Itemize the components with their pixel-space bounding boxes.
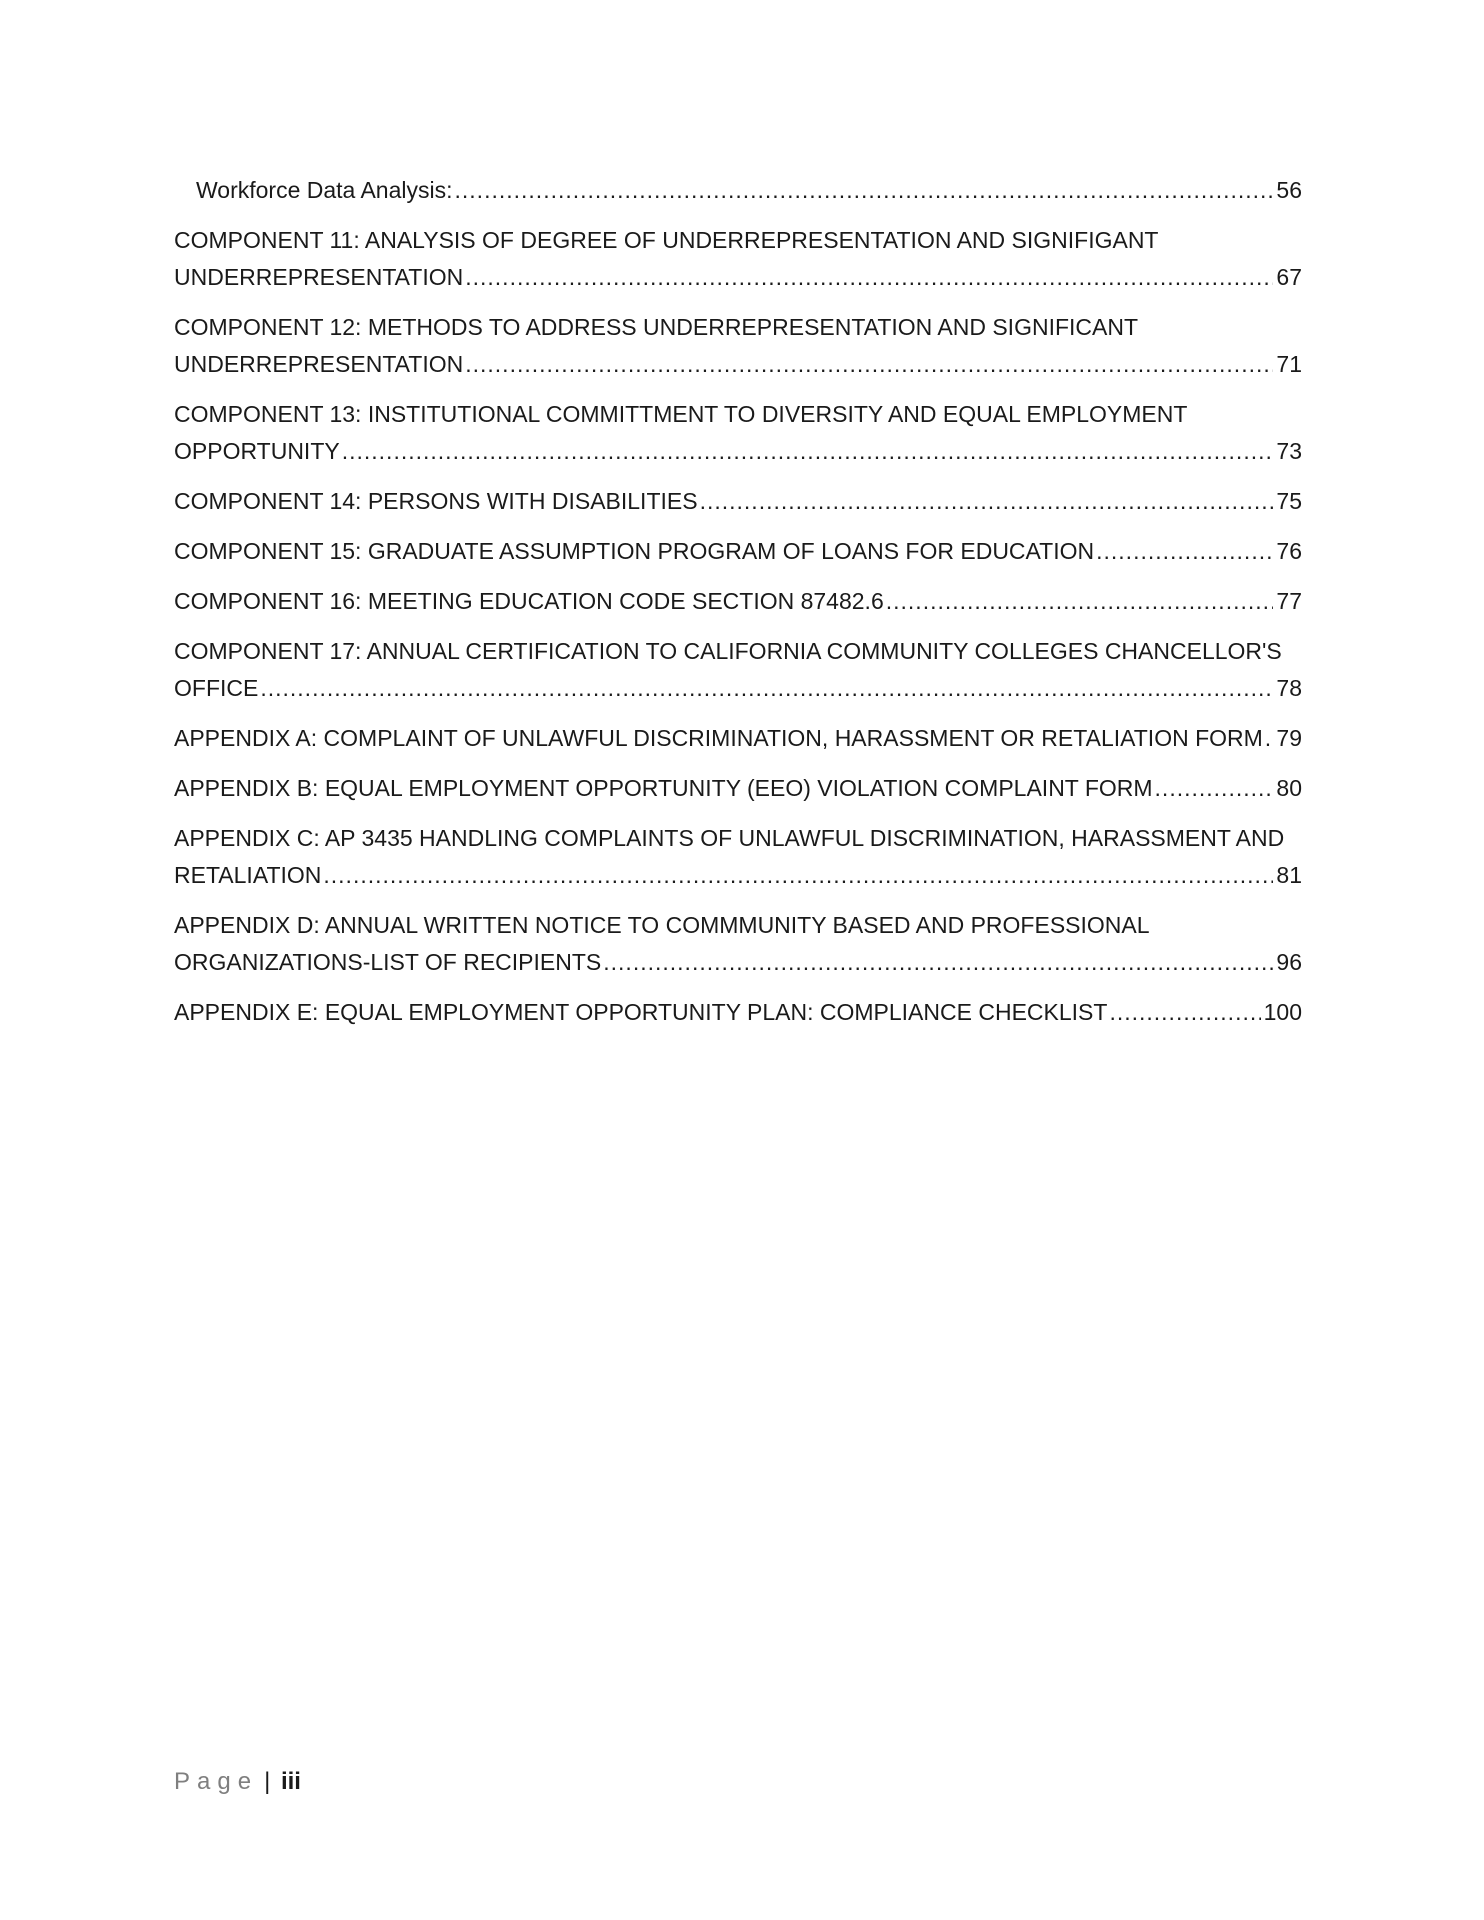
footer-separator: | [264, 1768, 271, 1795]
toc-dot-leader [323, 857, 1273, 894]
toc-entry-title: COMPONENT 17: ANNUAL CERTIFICATION TO CALIFORNIA COMMUNITY COLLEGES CHANCELLOR'S [174, 638, 1282, 664]
toc-page-number: 78 [1276, 675, 1302, 701]
toc-entry-title: COMPONENT 11: ANALYSIS OF DEGREE OF UNDERREPRESENTATION AND SIGNIFIGANT [174, 227, 1159, 253]
toc-page-number: 79 [1276, 725, 1302, 751]
toc-entry-title: APPENDIX A: COMPLAINT OF UNLAWFUL DISCRIMINATION, HARASSMENT OR RETALIATION FORM [174, 725, 1263, 751]
toc-dot-leader [1096, 533, 1273, 570]
toc-entry-line [174, 583, 1302, 620]
toc-entry[interactable] [174, 583, 1302, 620]
toc-entry[interactable] [174, 172, 1302, 209]
toc-entry-title-cont: OPPORTUNITY [174, 438, 340, 464]
toc-page-number: 77 [1276, 588, 1302, 614]
toc-dot-leader [603, 944, 1273, 981]
toc-dot-leader [342, 433, 1274, 470]
toc-entry-title-cont: RETALIATION [174, 862, 322, 888]
toc-entry-line [174, 857, 1302, 894]
toc-entry-title: COMPONENT 14: PERSONS WITH DISABILITIES [174, 488, 698, 514]
toc-page-number: 75 [1276, 488, 1302, 514]
toc-entry[interactable] [174, 770, 1302, 807]
toc-entry-line [174, 483, 1302, 520]
toc-dot-leader [1265, 720, 1274, 757]
toc-entry[interactable] [174, 396, 1302, 470]
toc-dot-leader [1109, 994, 1260, 1031]
toc-page-number: 73 [1276, 438, 1302, 464]
toc-entry[interactable] [174, 483, 1302, 520]
toc-entry-title: COMPONENT 15: GRADUATE ASSUMPTION PROGRAM OF LOANS FOR EDUCATION [174, 538, 1095, 564]
toc-page-number: 100 [1263, 999, 1302, 1025]
toc-dot-leader [465, 259, 1273, 296]
toc-dot-leader [700, 483, 1274, 520]
toc-entry-title: Workforce Data Analysis: [196, 177, 453, 203]
toc-dot-leader [1155, 770, 1274, 807]
toc-dot-leader [465, 346, 1273, 383]
toc-entry-title: APPENDIX D: ANNUAL WRITTEN NOTICE TO COMMMUNITY BASED AND PROFESSIONAL [174, 912, 1150, 938]
toc-entry-line [174, 259, 1302, 296]
toc-entry-title: COMPONENT 16: MEETING EDUCATION CODE SECTION 87482.6 [174, 588, 884, 614]
toc-entry[interactable] [174, 720, 1302, 757]
toc-entry-title: COMPONENT 13: INSTITUTIONAL COMMITTMENT TO DIVERSITY AND EQUAL EMPLOYMENT [174, 401, 1188, 427]
toc-entry[interactable] [174, 309, 1302, 383]
toc-entry-line [174, 720, 1302, 757]
toc-entry[interactable] [174, 907, 1302, 981]
toc-page-number: 56 [1276, 177, 1302, 203]
toc-entry-line [174, 994, 1302, 1031]
toc-page-number: 81 [1276, 862, 1302, 888]
toc-entry-title: COMPONENT 12: METHODS TO ADDRESS UNDERREPRESENTATION AND SIGNIFICANT [174, 314, 1139, 340]
toc-dot-leader [455, 172, 1274, 209]
toc-entry-title-cont: UNDERREPRESENTATION [174, 264, 464, 290]
toc-entry-line [196, 172, 1302, 209]
toc-entry[interactable] [174, 633, 1302, 707]
toc-entry-line [174, 770, 1302, 807]
toc-entry-title: APPENDIX E: EQUAL EMPLOYMENT OPPORTUNITY PLAN: COMPLIANCE CHECKLIST [174, 999, 1108, 1025]
toc-page-number: 71 [1276, 351, 1302, 377]
toc-entry-title: APPENDIX B: EQUAL EMPLOYMENT OPPORTUNITY (EEO) VIOLATION COMPLAINT FORM [174, 775, 1153, 801]
toc-entry[interactable] [174, 222, 1302, 296]
toc-entry-title-cont: OFFICE [174, 675, 259, 701]
toc-entry-title-cont: UNDERREPRESENTATION [174, 351, 464, 377]
toc-entry-line [174, 944, 1302, 981]
toc-entry-line [174, 346, 1302, 383]
toc-dot-leader [886, 583, 1274, 620]
toc-page-number: 76 [1276, 538, 1302, 564]
footer-page-number: iii [280, 1768, 301, 1795]
toc-entry[interactable] [174, 994, 1302, 1031]
toc-entry[interactable] [174, 820, 1302, 894]
toc-entry[interactable] [174, 533, 1302, 570]
toc-entry-title-cont: ORGANIZATIONS-LIST OF RECIPIENTS [174, 949, 602, 975]
toc-dot-leader [260, 670, 1273, 707]
toc-entry-line [174, 533, 1302, 570]
footer-page-label: Page [174, 1768, 259, 1795]
toc-entry-line [174, 433, 1302, 470]
toc-page-number: 67 [1276, 264, 1302, 290]
table-of-contents [174, 172, 1302, 1044]
page-footer [174, 1768, 301, 1796]
toc-page-number: 80 [1276, 775, 1302, 801]
toc-page-number: 96 [1276, 949, 1302, 975]
toc-entry-title: APPENDIX C: AP 3435 HANDLING COMPLAINTS OF UNLAWFUL DISCRIMINATION, HARASSMENT AND [174, 825, 1285, 851]
toc-entry-line [174, 670, 1302, 707]
